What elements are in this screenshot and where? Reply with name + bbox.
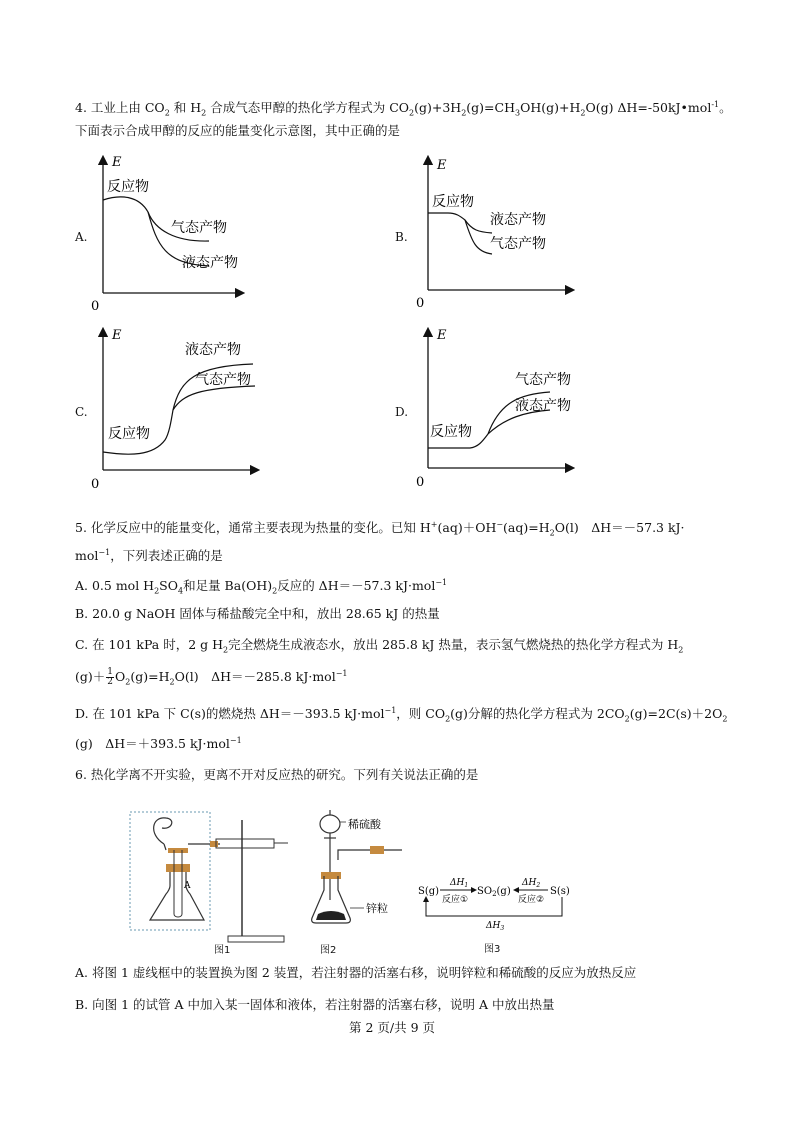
dropping-funnel: [320, 815, 340, 833]
q6-option-b: B. 向图 1 的试管 A 中加入某一固体和液体，若注射器的活塞右移，说明 A 中放出热量: [75, 997, 555, 1012]
dh2-label: $\Delta H_2$: [522, 878, 541, 889]
q5-stem-line1: 5. 化学反应中的能量变化，通常主要表现为热量的变化。已知 $H^+(aq)+OH^-(aq)=H_2O(l)$ ΔH＝－57.3 kJ·: [75, 519, 685, 538]
gas-product-label: 气态产物: [195, 372, 251, 388]
q5-option-b: B. 20.0 g NaOH 固体与稀盐酸完全中和，放出 28.65 kJ 的热量: [75, 606, 440, 621]
liquid-product-label: 液态产物: [490, 212, 546, 228]
dilute-acid-label: 稀硫酸: [348, 818, 381, 831]
energy-graph-c: [85, 322, 275, 492]
q5-option-d-line1: D. 在 101 kPa 下 C(s)的燃烧热 ΔH＝－393.5 kJ·mol$^{-1}$，则 $CO_2(g)$分解的热化学方程式为 $2CO_2(g)=2C(s)+2O_2$: [75, 705, 728, 724]
s-solid: S(s): [550, 886, 570, 897]
gas-product-label: 气态产物: [490, 236, 546, 252]
q6-option-a: A. 将图 1 虚线框中的装置换为图 2 装置，若注射器的活塞右移，说明锌粒和稀硫酸的反应为放热反应: [75, 965, 637, 980]
axis-e-label: E: [437, 158, 447, 173]
q5-option-d-line2: (g) ΔH＝＋393.5 kJ·mol$^{-1}$: [75, 735, 242, 751]
stopper: [166, 864, 190, 872]
option-a-label: A.: [75, 230, 88, 244]
q5-option-c-line1: C. 在 101 kPa 时，2 g $H_2$完全燃烧生成液态水，放出 285.8 kJ 热量，表示氢气燃烧热的热化学方程式为 $H_2$: [75, 637, 684, 655]
origin-label: 0: [91, 477, 100, 492]
syringe: [216, 839, 274, 848]
origin-label: 0: [416, 296, 425, 311]
zinc-label: 锌粒: [366, 902, 388, 915]
option-b-label: B.: [395, 230, 408, 244]
delivery-tube: [338, 850, 370, 860]
q4-stem-line2: 下面表示合成甲醇的反应的能量变化示意图，其中正确的是: [75, 123, 401, 138]
liquid-product-label: 液态产物: [185, 342, 241, 358]
dh3-label: $\Delta H_3$: [486, 921, 505, 932]
q5-stem-line2: mol$^{-1}$，下列表述正确的是: [75, 547, 223, 563]
label-a: A: [184, 881, 191, 891]
reactant-label: 反应物: [430, 424, 472, 440]
gas-product-label: 气态产物: [515, 372, 571, 388]
reaction-2-label: 反应②: [518, 895, 545, 905]
figure-3-cycle: [416, 870, 586, 955]
reactant-label: 反应物: [108, 426, 150, 442]
option-d-label: D.: [395, 405, 409, 419]
origin-label: 0: [91, 299, 100, 314]
figure-1-caption: 图1: [214, 945, 231, 956]
flask: [150, 870, 204, 920]
q5-option-a: A. 0.5 mol $H_2SO_4$和足量 $Ba(OH)_2$反应的 ΔH＝－57.3 kJ·mol$^{-1}$: [75, 577, 448, 596]
energy-graph-d: [410, 322, 590, 492]
figure-3-caption: 图3: [484, 944, 501, 955]
liquid-product-label: 液态产物: [515, 398, 571, 414]
gas-product-curve: [173, 386, 255, 410]
liquid-product-curve: [428, 213, 492, 233]
figure-1-apparatus: [128, 808, 288, 958]
figure-2-apparatus: [308, 808, 418, 956]
s-gas: S(g): [418, 886, 440, 897]
axis-e-label: E: [112, 328, 122, 343]
page-footer: 第 2 页/共 9 页: [349, 1020, 436, 1035]
reaction-1-label: 反应①: [442, 895, 469, 905]
stand-base: [228, 936, 284, 942]
energy-graph-b: [410, 150, 590, 315]
reactant-label: 反应物: [107, 179, 149, 195]
q5-option-c-line2: (g)＋ $\frac{1}{2}$ $O_2(g)=H_2O(l)$ ΔH＝－285.8 kJ·mol$^{-1}$: [75, 667, 348, 687]
zinc-granules: [316, 911, 346, 920]
figure-2-caption: 图2: [320, 945, 337, 956]
q4-stem-line1: 4. 工业上由 $CO_2$ 和 $H_2$ 合成气态甲醇的热化学方程式为 $CO_2(g)+3H_2(g)=CH_3OH(g)+H_2O(g)$ ΔH=-50kJ•mol$^{-1}$。: [75, 99, 732, 118]
gas-product-label: 气态产物: [171, 220, 227, 236]
axis-e-label: E: [437, 328, 447, 343]
bent-tube: [154, 818, 172, 844]
dh1-label: $\Delta H_1$: [450, 878, 469, 889]
q6-stem: 6. 热化学离不开实验，更离不开对反应热的研究。下列有关说法正确的是: [75, 767, 479, 782]
liquid-product-label: 液态产物: [182, 255, 238, 271]
energy-graph-a: [85, 150, 265, 315]
test-tube-a: [174, 850, 182, 914]
axis-e-label: E: [112, 155, 122, 170]
origin-label: 0: [416, 475, 425, 490]
option-c-label: C.: [75, 405, 88, 419]
so2-gas: $SO_2(g)$: [477, 886, 511, 898]
fraction-one-half: $\frac{1}{2}$: [107, 667, 113, 687]
reactant-label: 反应物: [432, 194, 474, 210]
